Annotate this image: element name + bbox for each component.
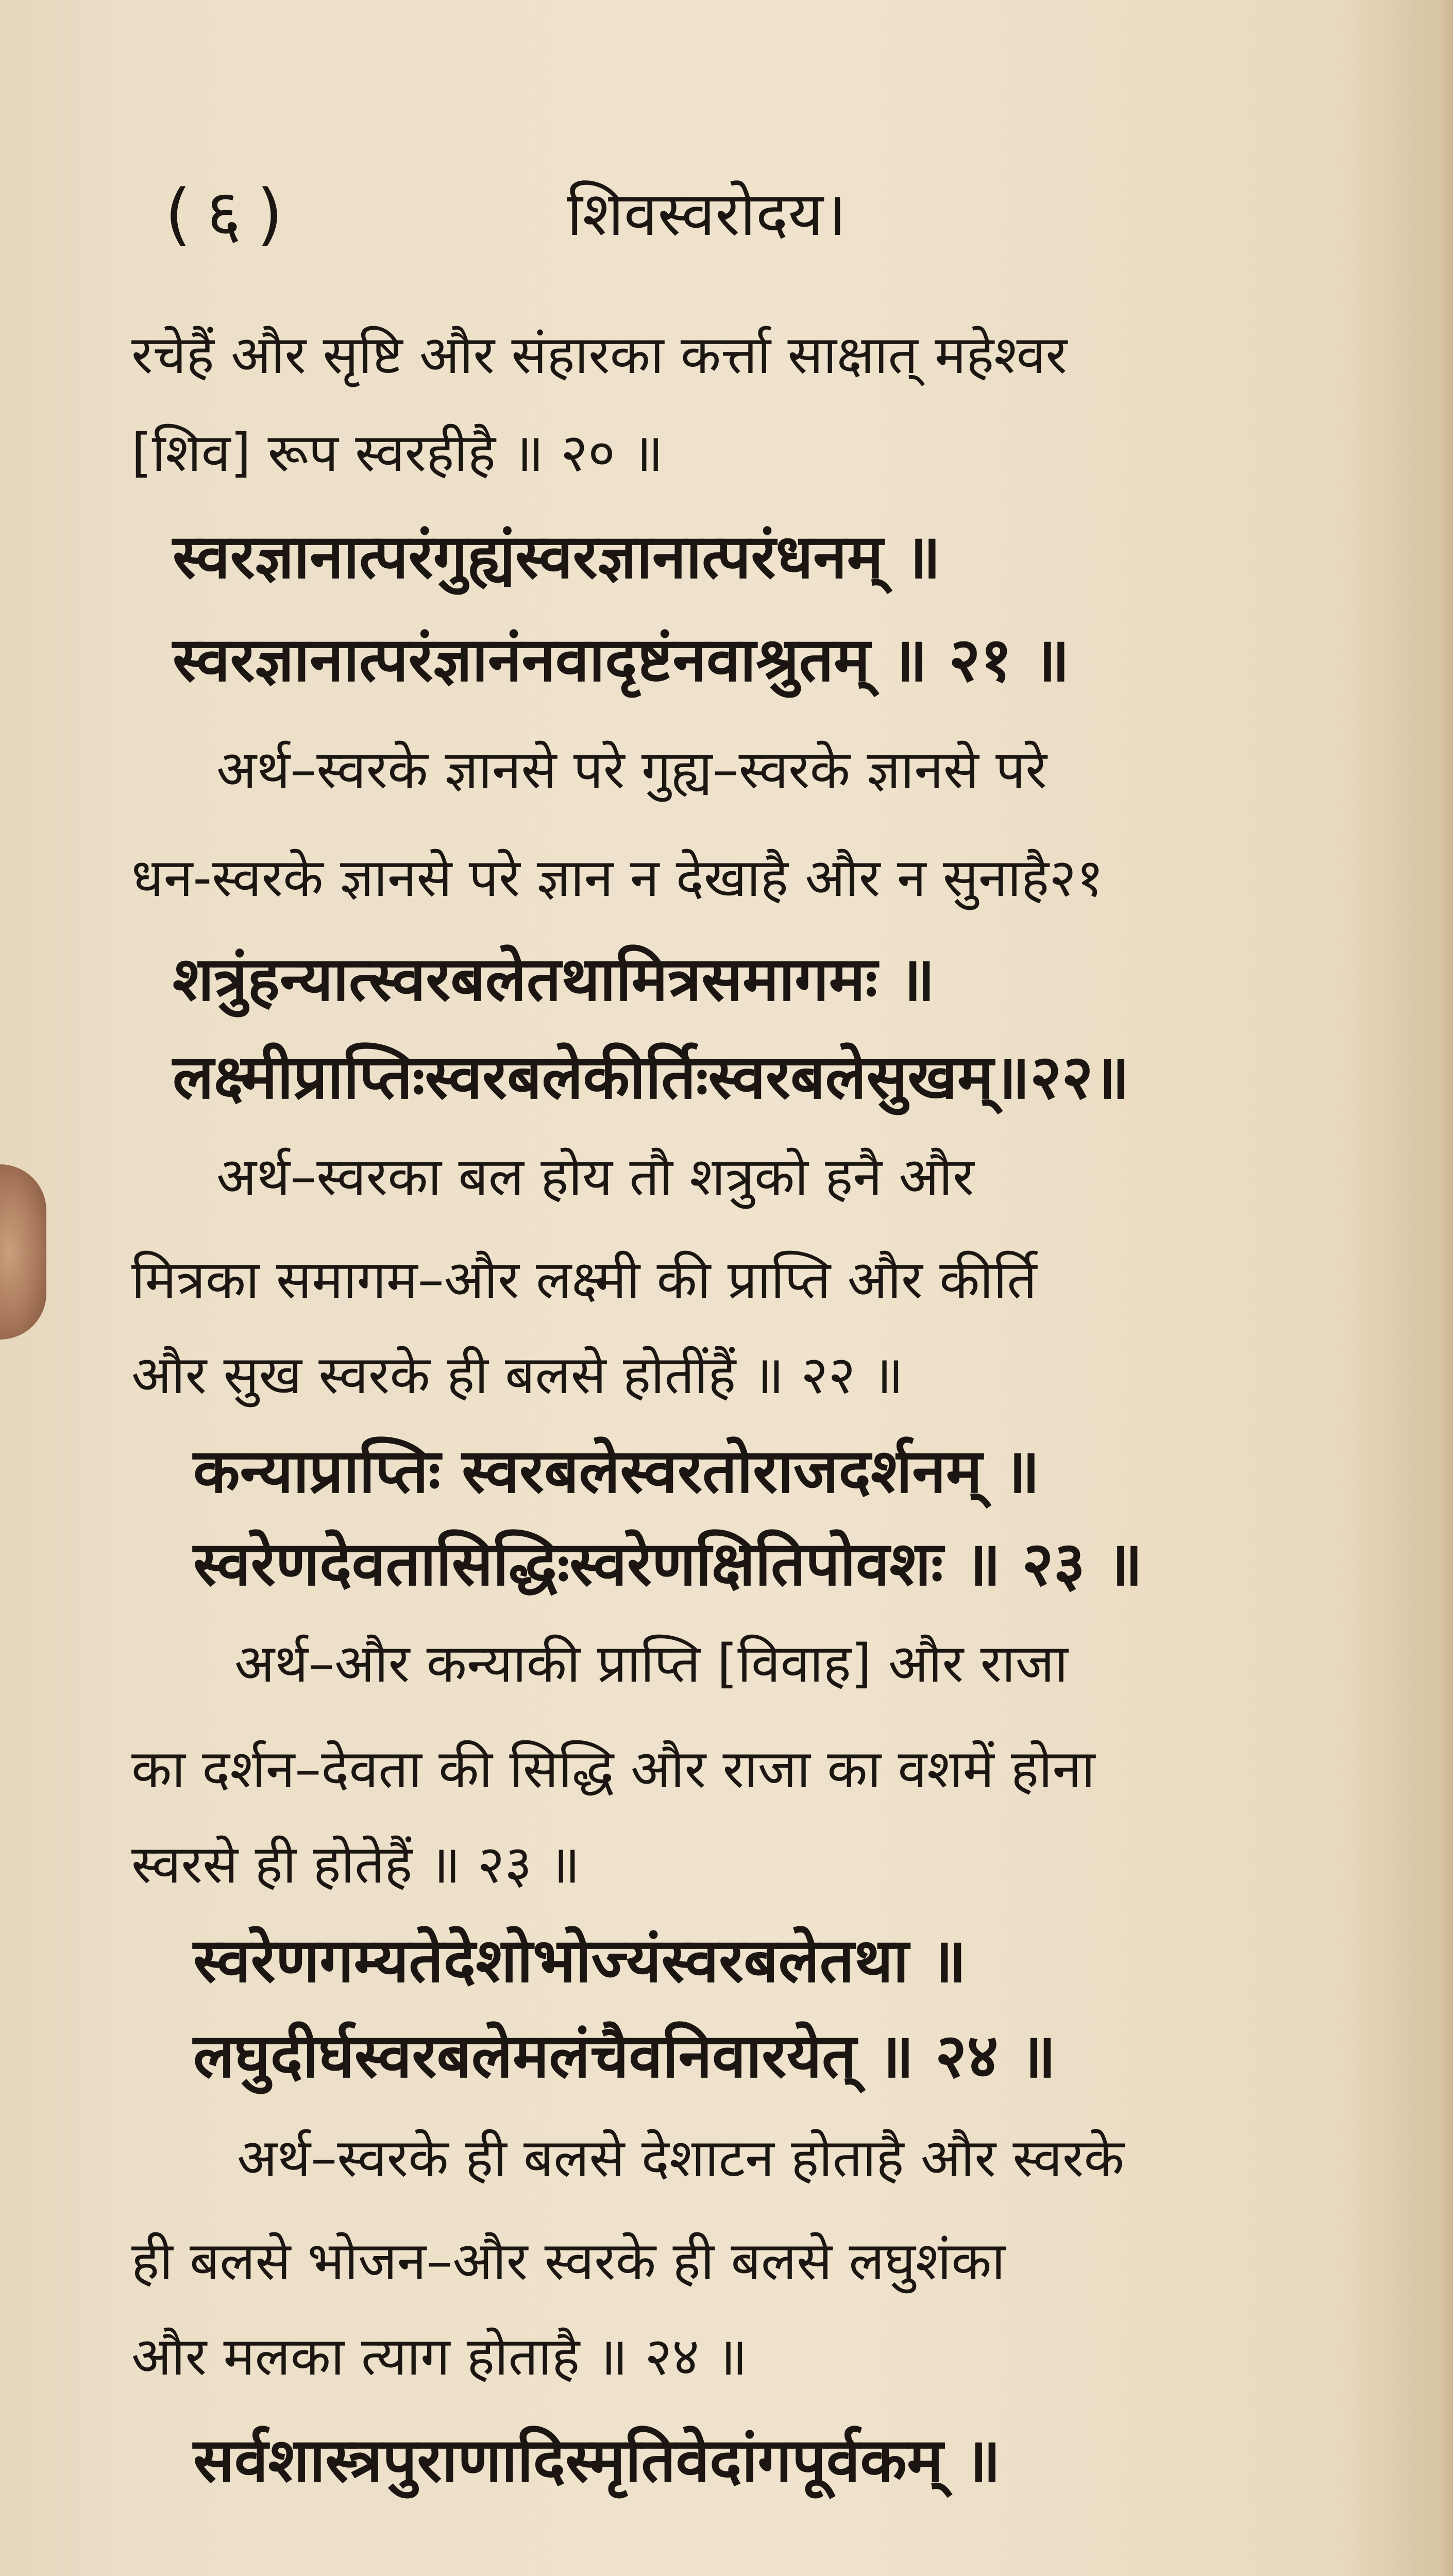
verse-line: शत्रुंहन्यात्स्वरबलेतथामित्रसमागमः ॥ bbox=[173, 943, 935, 1014]
running-title: शिवस्वरोदय। bbox=[567, 178, 847, 249]
text-line: स्वरसे ही होतेहैं ॥ २३ ॥ bbox=[131, 1834, 580, 1895]
verse-line: लघुदीर्घस्वरबलेमलंचैवनिवारयेत् ॥ २४ ॥ bbox=[193, 2020, 1056, 2091]
page-header bbox=[0, 170, 1453, 273]
text-line: अर्थ–स्वरके ही बलसे देशाटन होताहै और स्वरके bbox=[237, 2128, 1124, 2189]
text-line: और मलका त्याग होताहै ॥ २४ ॥ bbox=[131, 2326, 748, 2387]
text-line: रचेहैं और सृष्टि और संहारका कर्त्ता साक्षात् महेश्वर bbox=[131, 325, 1067, 386]
verse-line: स्वरेणगम्यतेदेशोभोज्यंस्वरबलेतथा ॥ bbox=[193, 1925, 967, 1996]
text-line: अर्थ–स्वरका बल होय तौ शत्रुको हनै और bbox=[216, 1146, 974, 1208]
text-line: और सुख स्वरके ही बलसे होतींहैं ॥ २२ ॥ bbox=[131, 1345, 904, 1406]
page-number: (६) bbox=[165, 175, 299, 253]
page-edge-shadow bbox=[1417, 0, 1453, 2576]
text-line: मित्रका समागम–और लक्ष्मी की प्राप्ति और कीर्ति bbox=[131, 1249, 1037, 1311]
verse-line: स्वरज्ञानात्परंगुह्यंस्वरज्ञानात्परंधनम् ॥ bbox=[173, 521, 941, 592]
verse-line: लक्ष्मीप्राप्तिःस्वरबलेकीर्तिःस्वरबलेसुखम्॥२२॥ bbox=[173, 1041, 1130, 1112]
text-line: [शिव] रूप स्वरहीहै ॥ २० ॥ bbox=[131, 422, 664, 484]
verse-line: कन्याप्राप्तिः स्वरबलेस्वरतोराजदर्शनम् ॥ bbox=[193, 1435, 1040, 1506]
text-line: अर्थ–स्वरके ज्ञानसे परे गुह्य–स्वरके ज्ञानसे परे bbox=[216, 739, 1047, 801]
text-line: का दर्शन–देवता की सिद्धि और राजा का वशमें होना bbox=[131, 1739, 1095, 1800]
verse-line: सर्वशास्त्रपुराणादिस्मृतिवेदांगपूर्वकम् ॥ bbox=[193, 2425, 1001, 2496]
text-line: धन-स्वरके ज्ञानसे परे ज्ञान न देखाहै और न सुनाहै२१ bbox=[131, 848, 1104, 909]
text-line: अर्थ–और कन्याकी प्राप्ति [विवाह] और राजा bbox=[234, 1633, 1068, 1694]
thumb bbox=[0, 1164, 46, 1340]
verse-line: स्वरज्ञानात्परंज्ञानंनवादृष्टंनवाश्रुतम् ॥ २१ ॥ bbox=[173, 624, 1070, 695]
text-line: ही बलसे भोजन–और स्वरके ही बलसे लघुशंका bbox=[131, 2231, 1005, 2292]
verse-line: स्वरेणदेवतासिद्धिःस्वरेणक्षितिपोवशः ॥ २३ ॥ bbox=[193, 1528, 1143, 1599]
